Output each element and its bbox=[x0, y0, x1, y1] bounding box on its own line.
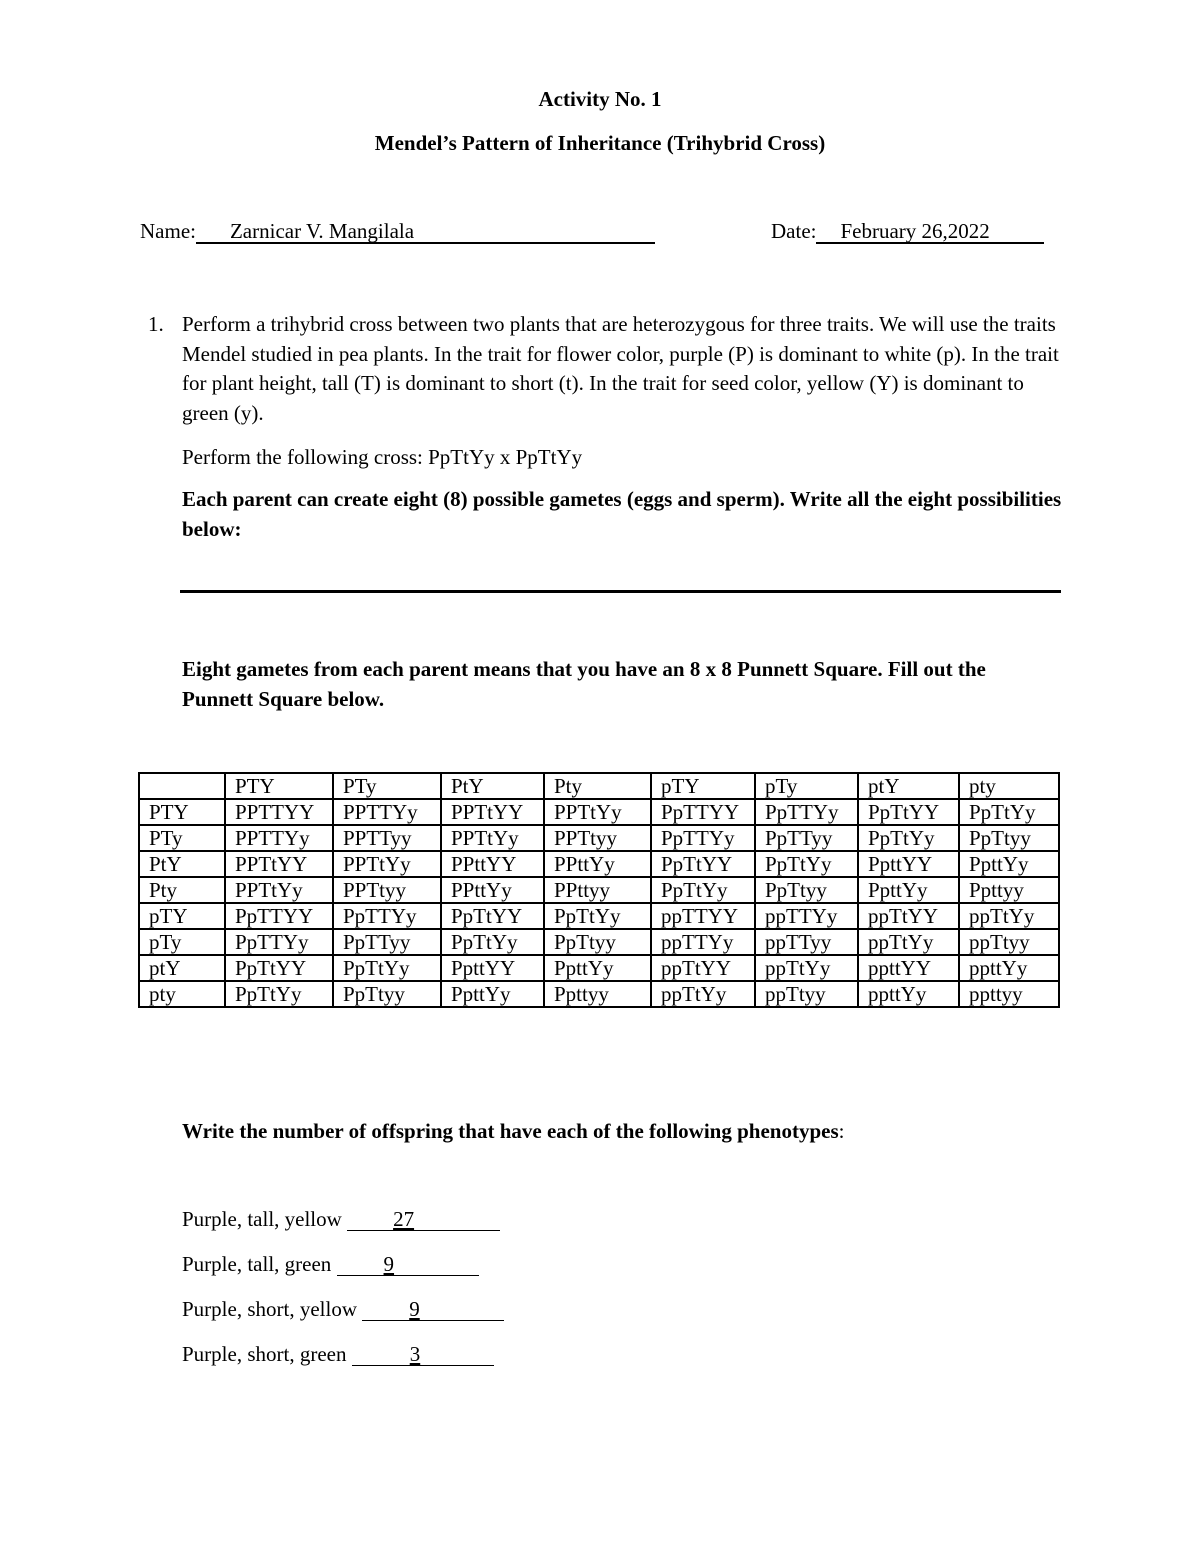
punnett-cell[interactable]: PpTtYY bbox=[651, 851, 755, 877]
punnett-row-header: pty bbox=[139, 981, 225, 1007]
name-value: Zarnicar V. Mangilala bbox=[229, 219, 415, 243]
punnett-cell[interactable]: PpTtYy bbox=[333, 955, 441, 981]
punnett-cell[interactable]: PpTtYy bbox=[959, 799, 1059, 825]
phenotype-item bbox=[182, 1297, 504, 1322]
phenotype-label: Purple, short, green bbox=[182, 1342, 347, 1366]
punnett-cell[interactable]: PPTtyy bbox=[544, 825, 651, 851]
punnett-column-header: PtY bbox=[441, 773, 544, 799]
date-value: February 26,2022 bbox=[840, 219, 990, 243]
phenotype-answer-field[interactable] bbox=[352, 1343, 494, 1366]
punnett-column-header: Pty bbox=[544, 773, 651, 799]
punnett-cell[interactable]: PpTtYy bbox=[544, 903, 651, 929]
punnett-cell[interactable]: PPttYy bbox=[544, 851, 651, 877]
punnett-cell[interactable]: PpTTYY bbox=[225, 903, 333, 929]
punnett-cell[interactable]: PpTTyy bbox=[333, 929, 441, 955]
punnett-cell[interactable]: PpttYy bbox=[858, 877, 959, 903]
phenotype-label: Purple, short, yellow bbox=[182, 1297, 357, 1321]
punnett-cell[interactable]: PPttYy bbox=[441, 877, 544, 903]
punnett-row bbox=[139, 955, 1059, 981]
punnett-cell[interactable]: PpTtyy bbox=[333, 981, 441, 1007]
punnett-row-header: Pty bbox=[139, 877, 225, 903]
punnett-row bbox=[139, 825, 1059, 851]
phenotype-instruction: Write the number of offspring that have each of the following phenotypes bbox=[182, 1119, 839, 1143]
punnett-cell[interactable]: PpTtyy bbox=[959, 825, 1059, 851]
punnett-cell[interactable]: PPTtYY bbox=[225, 851, 333, 877]
punnett-cell[interactable]: PpTtYy bbox=[858, 825, 959, 851]
punnett-square bbox=[138, 772, 1060, 1008]
punnett-cell[interactable]: PPTtYy bbox=[333, 851, 441, 877]
punnett-row-header: pTy bbox=[139, 929, 225, 955]
punnett-corner-cell bbox=[139, 773, 225, 799]
punnett-cell[interactable]: PpTTyy bbox=[755, 825, 858, 851]
punnett-cell[interactable]: ppTtYy bbox=[651, 981, 755, 1007]
phenotype-answer-field[interactable] bbox=[347, 1208, 500, 1231]
phenotype-answer-field[interactable] bbox=[337, 1253, 479, 1276]
punnett-cell[interactable]: ppTtYY bbox=[651, 955, 755, 981]
punnett-cell[interactable]: PPTtyy bbox=[333, 877, 441, 903]
punnett-cell[interactable]: PpttYy bbox=[959, 851, 1059, 877]
name-row bbox=[140, 219, 655, 244]
punnett-cell[interactable]: ppTtYy bbox=[755, 955, 858, 981]
punnett-cell[interactable]: PpTTYy bbox=[225, 929, 333, 955]
punnett-row-header: PTY bbox=[139, 799, 225, 825]
punnett-cell[interactable]: PpTtyy bbox=[544, 929, 651, 955]
punnett-row-header: PtY bbox=[139, 851, 225, 877]
punnett-cell[interactable]: PPTtYy bbox=[544, 799, 651, 825]
punnett-cell[interactable]: PpTtyy bbox=[755, 877, 858, 903]
punnett-cell[interactable]: PpTtYy bbox=[755, 851, 858, 877]
question-number: 1. bbox=[148, 312, 164, 336]
punnett-cell[interactable]: PpTTYy bbox=[651, 825, 755, 851]
punnett-cell[interactable]: ppTTyy bbox=[755, 929, 858, 955]
gametes-answer-line[interactable] bbox=[180, 590, 1061, 593]
punnett-cell[interactable]: PPTTYY bbox=[225, 799, 333, 825]
punnett-cell[interactable]: ppTtyy bbox=[755, 981, 858, 1007]
punnett-cell[interactable]: PpTTYy bbox=[755, 799, 858, 825]
punnett-cell[interactable]: PpTtYY bbox=[858, 799, 959, 825]
punnett-row bbox=[139, 903, 1059, 929]
punnett-row-header: pTY bbox=[139, 903, 225, 929]
punnett-cell[interactable]: Ppttyy bbox=[544, 981, 651, 1007]
gametes-instruction: Each parent can create eight (8) possible gametes (eggs and sperm). Write all the eight possibilities below: bbox=[182, 487, 1062, 541]
question-text: Perform a trihybrid cross between two plants that are heterozygous for three traits. We will use the traits Mendel studied in pea plants. In the trait for flower color, purple (P) is dominant to white (p). In the trait for plant height, tall (T) is dominant to short (t). In the trait for seed color, yellow (Y) is dominant to green (y). bbox=[182, 312, 1059, 425]
phenotype-count: 3 bbox=[409, 1342, 421, 1366]
punnett-cell[interactable]: PPTtYY bbox=[441, 799, 544, 825]
phenotype-item bbox=[182, 1342, 494, 1367]
punnett-cell[interactable]: PPTTyy bbox=[333, 825, 441, 851]
phenotype-count: 9 bbox=[409, 1297, 420, 1321]
cross-instruction: Perform the following cross: PpTtYy x PpTtYy bbox=[182, 445, 583, 469]
punnett-cell[interactable]: ppTtYy bbox=[858, 929, 959, 955]
punnett-cell[interactable]: ppttyy bbox=[959, 981, 1059, 1007]
punnett-cell[interactable]: PpTtYY bbox=[225, 955, 333, 981]
phenotype-instruction-colon: : bbox=[838, 1119, 845, 1143]
punnett-instruction: Eight gametes from each parent means that you have an 8 x 8 Punnett Square. Fill out the Punnett Square below. bbox=[182, 657, 986, 711]
punnett-cell[interactable]: PpTTYy bbox=[333, 903, 441, 929]
punnett-cell[interactable]: ppTtyy bbox=[959, 929, 1059, 955]
punnett-cell[interactable]: PPTtYy bbox=[441, 825, 544, 851]
punnett-column-header: pty bbox=[959, 773, 1059, 799]
phenotype-item bbox=[182, 1207, 500, 1232]
punnett-cell[interactable]: ppTTYY bbox=[651, 903, 755, 929]
punnett-cell[interactable]: PpTtYy bbox=[441, 929, 544, 955]
punnett-row-header: PTy bbox=[139, 825, 225, 851]
phenotype-count: 27 bbox=[393, 1207, 415, 1231]
punnett-cell[interactable]: PPttYY bbox=[441, 851, 544, 877]
punnett-row-header: ptY bbox=[139, 955, 225, 981]
page-subtitle: Mendel’s Pattern of Inheritance (Trihybrid Cross) bbox=[374, 131, 826, 155]
phenotype-item bbox=[182, 1252, 479, 1277]
punnett-cell[interactable]: PPTTYy bbox=[333, 799, 441, 825]
punnett-cell[interactable]: PpttYY bbox=[858, 851, 959, 877]
punnett-column-header: pTY bbox=[651, 773, 755, 799]
phenotype-label: Purple, tall, green bbox=[182, 1252, 332, 1276]
date-label: Date: bbox=[771, 219, 817, 243]
phenotype-instruction-row bbox=[182, 1119, 844, 1144]
phenotype-label: Purple, tall, yellow bbox=[182, 1207, 342, 1231]
punnett-cell[interactable]: PPTtYy bbox=[225, 877, 333, 903]
punnett-column-header: PTy bbox=[333, 773, 441, 799]
name-field[interactable] bbox=[196, 220, 655, 244]
punnett-column-header: PTY bbox=[225, 773, 333, 799]
date-field[interactable] bbox=[816, 220, 1044, 244]
name-label: Name: bbox=[140, 219, 196, 243]
punnett-cell[interactable]: PPTTYy bbox=[225, 825, 333, 851]
punnett-cell[interactable]: ppttYy bbox=[858, 981, 959, 1007]
punnett-cell[interactable]: PpTTYY bbox=[651, 799, 755, 825]
punnett-row bbox=[139, 877, 1059, 903]
punnett-row bbox=[139, 929, 1059, 955]
punnett-cell[interactable]: ppTtYY bbox=[858, 903, 959, 929]
punnett-column-header: pTy bbox=[755, 773, 858, 799]
punnett-row bbox=[139, 851, 1059, 877]
punnett-cell[interactable]: PpTtYY bbox=[441, 903, 544, 929]
punnett-cell[interactable]: PpttYY bbox=[441, 955, 544, 981]
phenotype-count: 9 bbox=[383, 1252, 395, 1276]
punnett-cell[interactable]: PpTtYy bbox=[225, 981, 333, 1007]
punnett-header-row bbox=[139, 773, 1059, 799]
punnett-cell[interactable]: ppTtYy bbox=[959, 903, 1059, 929]
date-row bbox=[771, 219, 1044, 244]
punnett-cell[interactable]: Ppttyy bbox=[959, 877, 1059, 903]
punnett-row bbox=[139, 799, 1059, 825]
punnett-column-header: ptY bbox=[858, 773, 959, 799]
page-title: Activity No. 1 bbox=[538, 87, 662, 111]
punnett-cell[interactable]: ppttYY bbox=[858, 955, 959, 981]
phenotype-answer-field[interactable] bbox=[362, 1298, 504, 1321]
punnett-cell[interactable]: ppttYy bbox=[959, 955, 1059, 981]
punnett-cell[interactable]: PpTtYy bbox=[651, 877, 755, 903]
punnett-cell[interactable]: PpttYy bbox=[441, 981, 544, 1007]
punnett-cell[interactable]: PpttYy bbox=[544, 955, 651, 981]
punnett-cell[interactable]: ppTTYy bbox=[755, 903, 858, 929]
punnett-row bbox=[139, 981, 1059, 1007]
punnett-cell[interactable]: ppTTYy bbox=[651, 929, 755, 955]
punnett-cell[interactable]: PPttyy bbox=[544, 877, 651, 903]
